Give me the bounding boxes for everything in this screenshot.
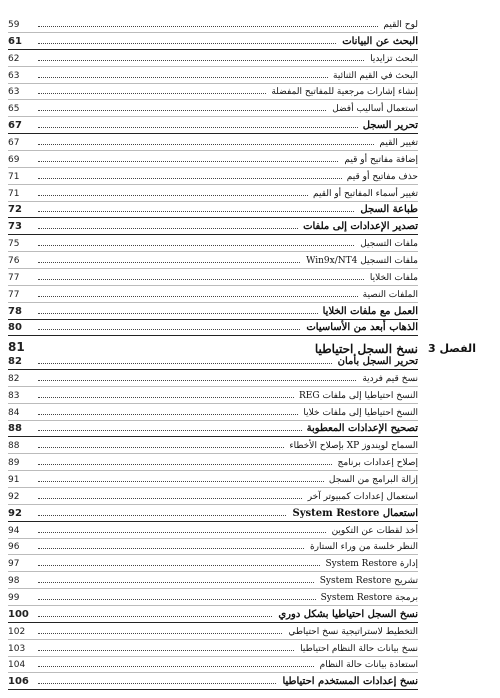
entry-title: النسخ احتياطيا إلى ملفات خلايا xyxy=(298,407,418,419)
page-number: 106 xyxy=(8,676,29,688)
dot-leader xyxy=(38,279,418,280)
page-number: 65 xyxy=(8,104,20,115)
entry-title: البحث تزايديا xyxy=(365,53,418,65)
page-number: 102 xyxy=(8,626,26,637)
entry-title: تغيير القيم xyxy=(374,137,418,149)
page-number: 82 xyxy=(8,356,22,367)
entry-title: نسخ إعدادات المستخدم احتياطيا xyxy=(277,676,418,688)
entry-title: تصدير الإعدادات إلى ملفات xyxy=(298,221,418,233)
page-number: 84 xyxy=(8,407,20,418)
page-number: 88 xyxy=(8,423,22,435)
entry-title: النسخ احتياطيا إلى ملفات REG xyxy=(294,390,418,402)
page-number: 75 xyxy=(8,239,20,250)
dot-leader xyxy=(38,60,418,61)
page-number: 94 xyxy=(8,525,20,536)
page-number: 80 xyxy=(8,322,22,334)
entry-title: نسخ السجل احتياطيا بشكل دوري xyxy=(273,609,418,621)
page-number: 92 xyxy=(8,507,22,519)
page-number: 62 xyxy=(8,53,20,64)
page-number: 71 xyxy=(8,188,20,199)
page-number: 67 xyxy=(8,138,20,148)
page-number: 77 xyxy=(8,272,20,283)
page-number: 63 xyxy=(8,87,20,98)
entry-title: تحرير السجل xyxy=(358,120,418,132)
page-number: 97 xyxy=(8,559,20,570)
entry-title: الذهاب أبعد من الأساسيات xyxy=(301,322,418,334)
entry-title: العمل مع ملفات الخلايا xyxy=(318,306,418,318)
page-number: 104 xyxy=(8,660,26,671)
entry-title: البحث عن البيانات xyxy=(337,36,418,48)
entry-title: استعمال System Restore xyxy=(287,508,418,520)
page-number: 69 xyxy=(8,154,20,165)
entry-title: تصحيح الإعدادات المعطوبة xyxy=(302,423,418,435)
entry-title: النظر خلسة من وراء الستارة xyxy=(305,541,418,553)
page-number: 77 xyxy=(8,289,20,300)
page-number: 59 xyxy=(8,20,20,30)
dot-leader xyxy=(38,144,418,145)
page-number: 89 xyxy=(8,458,20,469)
page-number: 82 xyxy=(8,373,20,384)
entry-title: أخذ لقطات عن التكوين xyxy=(327,525,418,537)
section-entry xyxy=(8,316,418,336)
page-number: 73 xyxy=(8,221,22,233)
page-number: 67 xyxy=(8,120,22,132)
entry-title: إصلاح إعدادات برنامج xyxy=(333,457,418,469)
page-number: 99 xyxy=(8,592,20,603)
entry-title: لوح القيم xyxy=(378,19,418,31)
page-number: 61 xyxy=(8,35,22,47)
entry-title: استعادة بيانات حالة النظام xyxy=(315,659,418,671)
entry-title: إزالة البرامج من السجل xyxy=(324,474,418,486)
page-number: 81 xyxy=(8,340,25,355)
page-number: 83 xyxy=(8,390,20,401)
entry-title: ملفات الخلايا xyxy=(365,272,418,284)
entry-title: ملفات التسجيل xyxy=(355,238,418,250)
entry-title: برمجة System Restore xyxy=(316,592,418,604)
page-number: 71 xyxy=(8,171,20,182)
page-number: 91 xyxy=(8,475,20,485)
entry-title: البحث في القيم الثنائية xyxy=(328,70,418,82)
entry-title: إدارة System Restore xyxy=(320,558,418,570)
page-number: 76 xyxy=(8,255,20,266)
entry-title: استعمال إعدادات كمبيوتر آخر xyxy=(303,491,418,503)
entry-title: نسخ قيم فردية xyxy=(357,373,418,385)
page-number: 72 xyxy=(8,204,22,216)
entry-title: إضافة مفاتيح أو قيم xyxy=(339,154,418,166)
entry-title: إنشاء إشارات مرجعية للمفاتيح المفضلة xyxy=(266,86,418,98)
chapter-label: الفصل 3 xyxy=(428,342,476,355)
entry-title: حذف مفاتيح أو قيم xyxy=(342,171,418,183)
page-number: 98 xyxy=(8,576,20,587)
entry-title: استعمال أساليب أفضل xyxy=(327,103,418,115)
entry-title: تغيير أسماء المفاتيح أو القيم xyxy=(308,188,418,200)
entry-title: ملفات التسجيل Win9x/NT4 xyxy=(301,255,418,267)
entry-title: تحرير السجل بأمان xyxy=(333,356,418,368)
section-entry xyxy=(8,670,418,690)
entry-title: التخطيط لاستراتيجية نسخ احتياطي xyxy=(283,626,418,638)
entry-title: تشريح System Restore xyxy=(315,575,418,587)
dot-leader xyxy=(38,26,418,27)
page-number: 92 xyxy=(8,491,20,502)
entry-title: طباعة السجل xyxy=(355,204,418,216)
page-number: 63 xyxy=(8,70,20,81)
page-number: 103 xyxy=(8,643,26,654)
page-number: 78 xyxy=(8,305,22,317)
page-number: 88 xyxy=(8,441,20,452)
entry-title: السماح لويندوز XP بإصلاح الأخطاء xyxy=(284,440,418,452)
entry-title: الملفات النصية xyxy=(358,289,418,301)
entry-title: نسخ السجل احتياطيا xyxy=(310,343,418,355)
page-number: 96 xyxy=(8,542,20,553)
entry-title: نسخ بيانات حالة النظام احتياطيا xyxy=(295,643,418,655)
page-number: 100 xyxy=(8,608,29,620)
